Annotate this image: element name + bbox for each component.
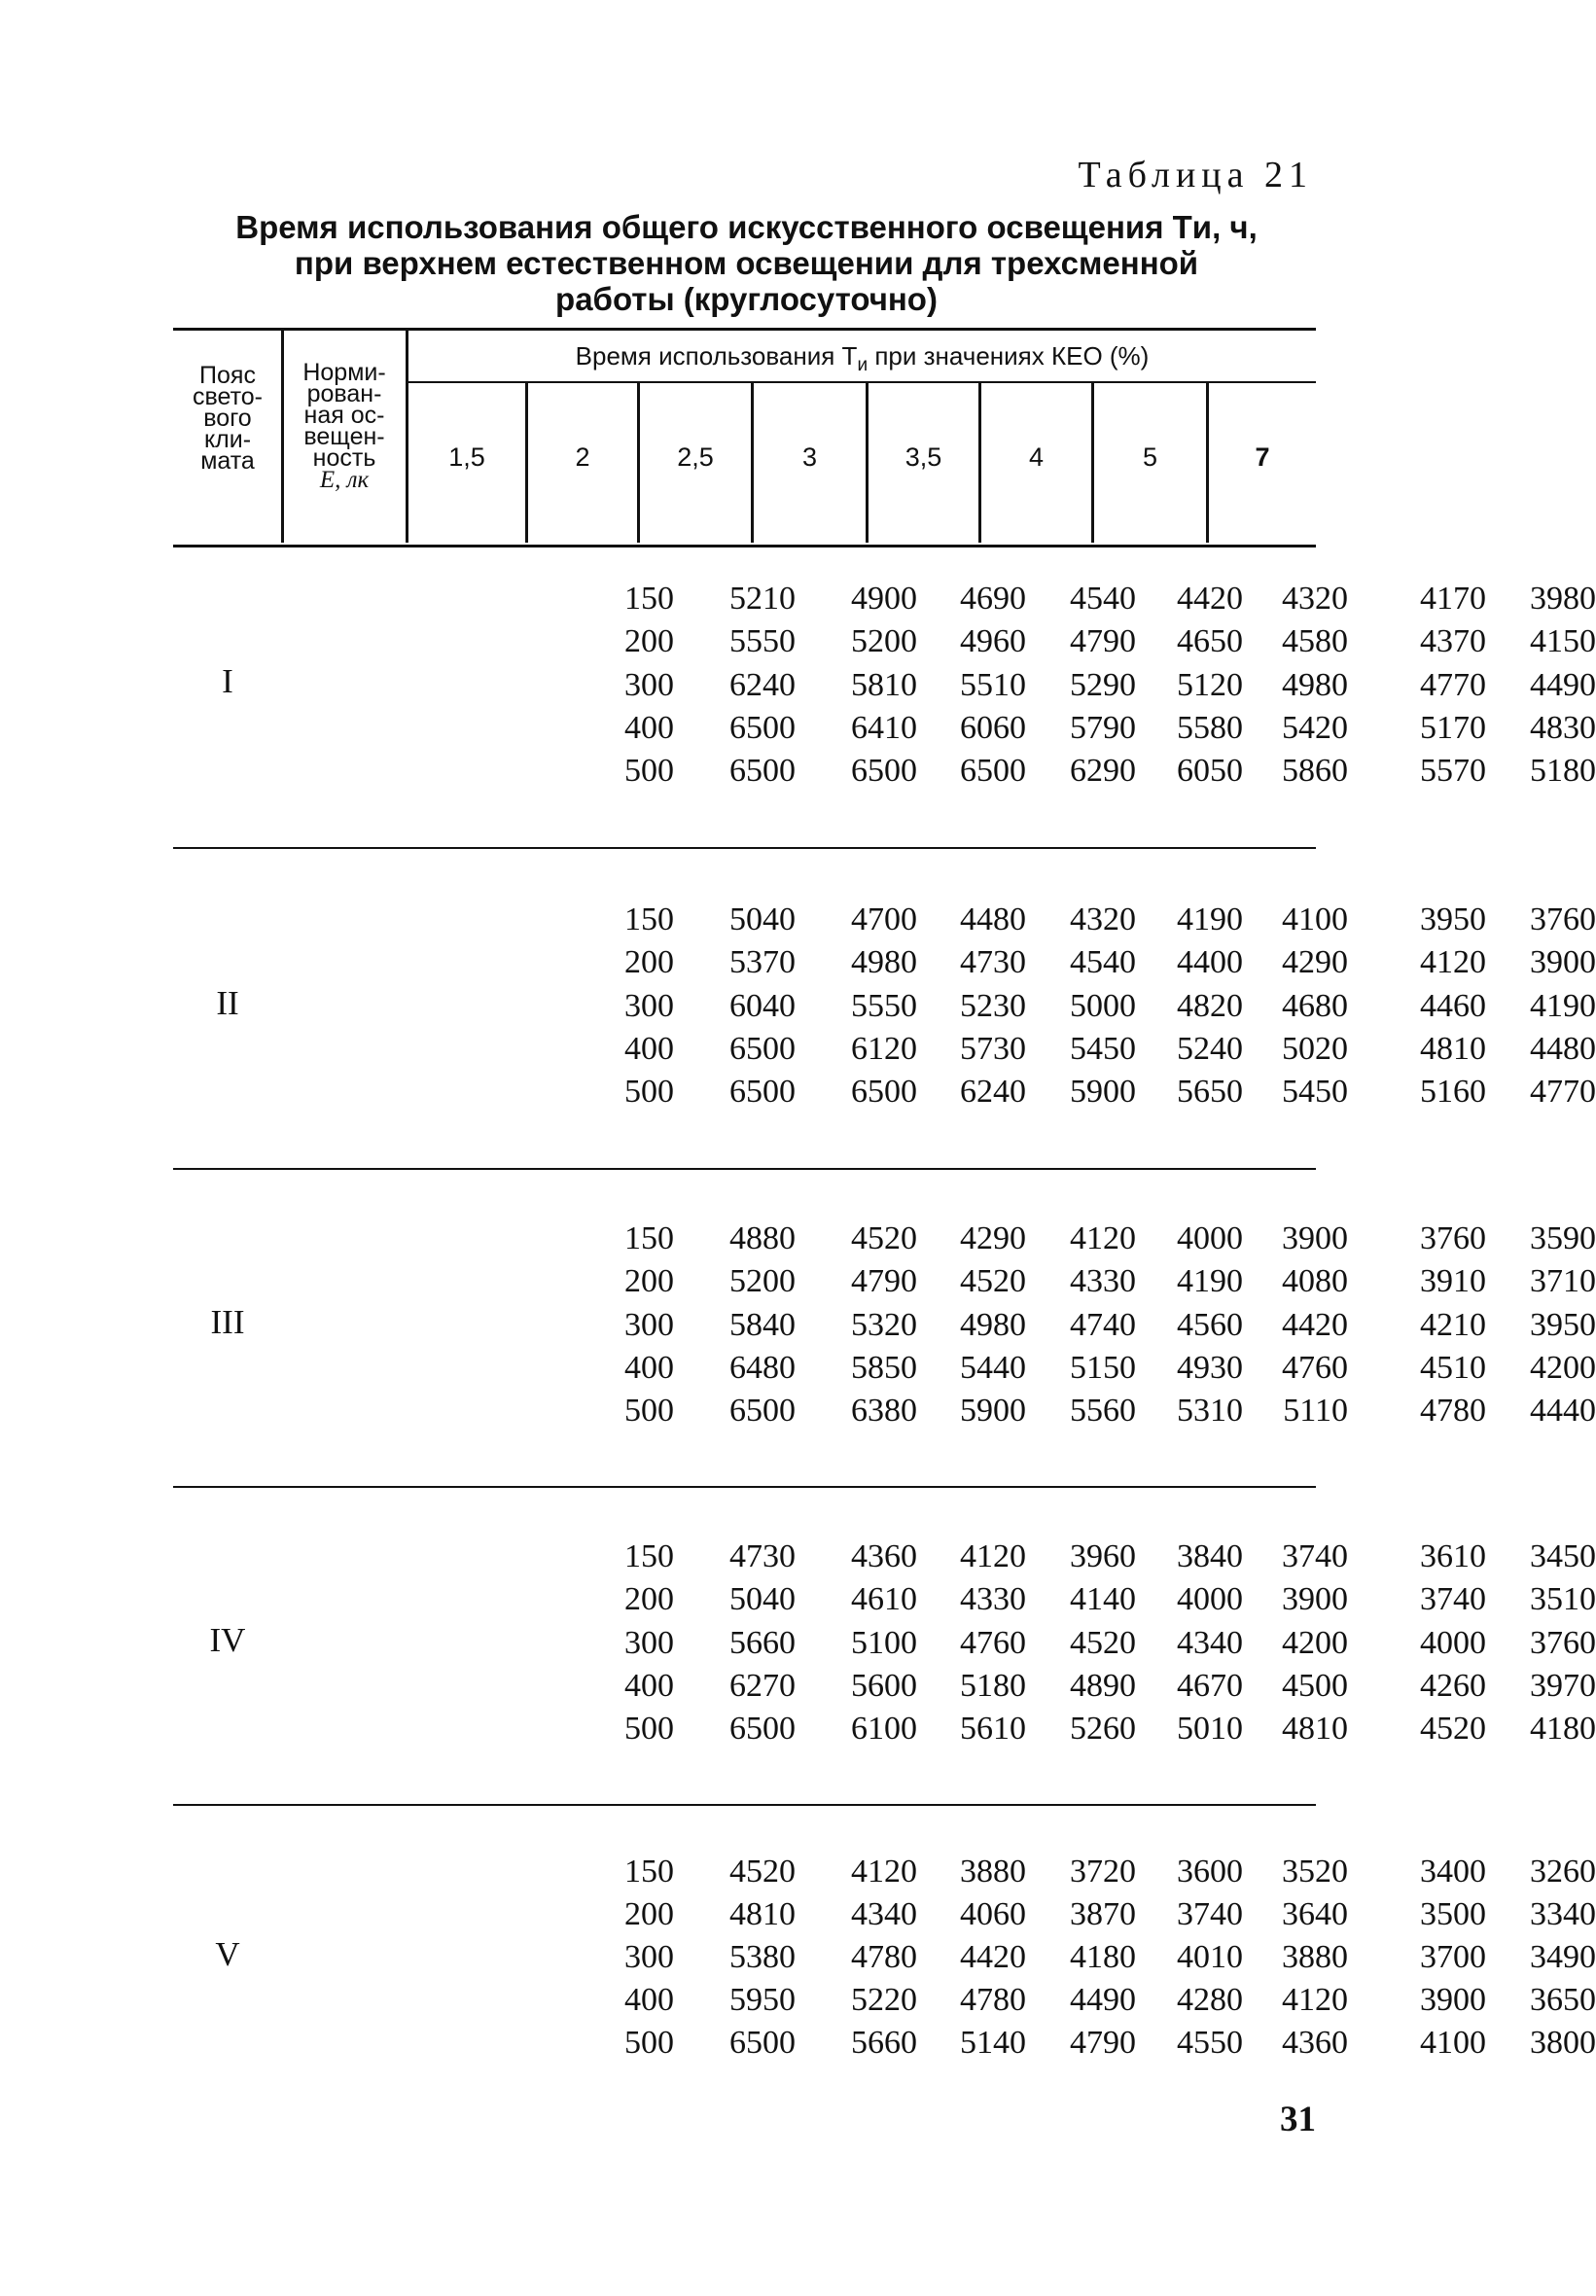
keo-header-5: 5 — [1142, 442, 1158, 472]
keo-header-3-5: 3,5 — [904, 442, 942, 472]
table-row: 300 6040 5550 5230 5000 4820 4680 4460 4190 — [624, 988, 1596, 1024]
section-separator — [173, 1168, 1316, 1170]
keo-header-2-5: 2,5 — [677, 442, 714, 472]
table-row: 500 6500 5660 5140 4790 4550 4360 4100 3800 — [624, 2025, 1596, 2061]
table-row: 500 6500 6500 6240 5900 5650 5450 5160 4770 — [624, 1074, 1596, 1110]
keo-header-7: 7 — [1255, 442, 1270, 472]
zone-column-divider — [281, 331, 284, 543]
table-row: 200 4810 4340 4060 3870 3740 3640 3500 3340 — [624, 1896, 1596, 1932]
table-row: 200 5550 5200 4960 4790 4650 4580 4370 4150 — [624, 623, 1596, 659]
table-row: 150 5210 4900 4690 4540 4420 4320 4170 3980 — [624, 581, 1596, 617]
table-row: 500 6500 6100 5610 5260 5010 4810 4520 4180 — [624, 1711, 1596, 1747]
header-top-rule — [173, 328, 1316, 331]
table-row: 200 5370 4980 4730 4540 4400 4290 4120 3900 — [624, 944, 1596, 980]
zone-label: IV — [209, 1621, 246, 1659]
table-row: 400 6500 6120 5730 5450 5240 5020 4810 4480 — [624, 1031, 1596, 1067]
caption-line-1: Время использования общего искусственного освещения Tи, ч, — [235, 209, 1258, 245]
caption-line-2: при верхнем естественном освещении для трехсменной — [294, 245, 1199, 281]
keo-header-3: 3 — [801, 442, 818, 472]
page-number: 31 — [1280, 2100, 1316, 2139]
table-row: 500 6500 6380 5900 5560 5310 5110 4780 4440 — [624, 1393, 1596, 1429]
table-label: Таблица 21 — [1078, 155, 1313, 195]
table-row: 500 6500 6500 6500 6290 6050 5860 5570 5180 — [624, 753, 1596, 789]
table-row: 300 5660 5100 4760 4520 4340 4200 4000 3760 — [624, 1625, 1596, 1661]
table-row: 300 5840 5320 4980 4740 4560 4420 4210 3950 — [624, 1307, 1596, 1343]
keo-header-1-5: 1,5 — [448, 442, 485, 472]
table-row: 150 4520 4120 3880 3720 3600 3520 3400 3260 — [624, 1854, 1596, 1890]
table-row: 150 5040 4700 4480 4320 4190 4100 3950 3760 — [624, 901, 1596, 937]
table-row: 150 4880 4520 4290 4120 4000 3900 3760 3590 — [624, 1220, 1596, 1256]
illuminance-column-header: Норми- рован- ная ос- вещен- ность E, лк — [302, 359, 386, 493]
table-caption — [146, 209, 1347, 317]
keo-header-2: 2 — [575, 442, 590, 472]
table-row: 400 6270 5600 5180 4890 4670 4500 4260 3970 — [624, 1668, 1596, 1704]
table-row: 200 5040 4610 4330 4140 4000 3900 3740 3510 — [624, 1581, 1596, 1617]
section-separator — [173, 1804, 1316, 1806]
table-row: 400 6500 6410 6060 5790 5580 5420 5170 4830 — [624, 710, 1596, 746]
table-row: 300 5380 4780 4420 4180 4010 3880 3700 3490 — [624, 1939, 1596, 1975]
zone-column-header: Пояс свето- вого кли- мата — [193, 362, 263, 475]
section-separator — [173, 847, 1316, 849]
zone-label: I — [222, 662, 233, 700]
zone-label: V — [215, 1935, 240, 1973]
caption-line-3: работы (круглосуточно) — [555, 281, 938, 317]
table-row: 200 5200 4790 4520 4330 4190 4080 3910 3710 — [624, 1263, 1596, 1299]
keo-header-4: 4 — [1028, 442, 1045, 472]
zone-label: II — [216, 984, 239, 1022]
usage-time-span-header: Время использования $T_и$ при значениях КЕО (%) — [575, 341, 1150, 376]
table-row: 150 4730 4360 4120 3960 3840 3740 3610 3450 — [624, 1538, 1596, 1574]
section-separator — [173, 1486, 1316, 1488]
zone-label: III — [210, 1303, 245, 1341]
table-row: 400 5950 5220 4780 4490 4280 4120 3900 3650 — [624, 1982, 1596, 2018]
table-row: 300 6240 5810 5510 5290 5120 4980 4770 4490 — [624, 667, 1596, 703]
span-header-rule — [408, 381, 1316, 383]
header-bottom-rule — [173, 545, 1316, 548]
table-row: 400 6480 5850 5440 5150 4930 4760 4510 4200 — [624, 1350, 1596, 1386]
